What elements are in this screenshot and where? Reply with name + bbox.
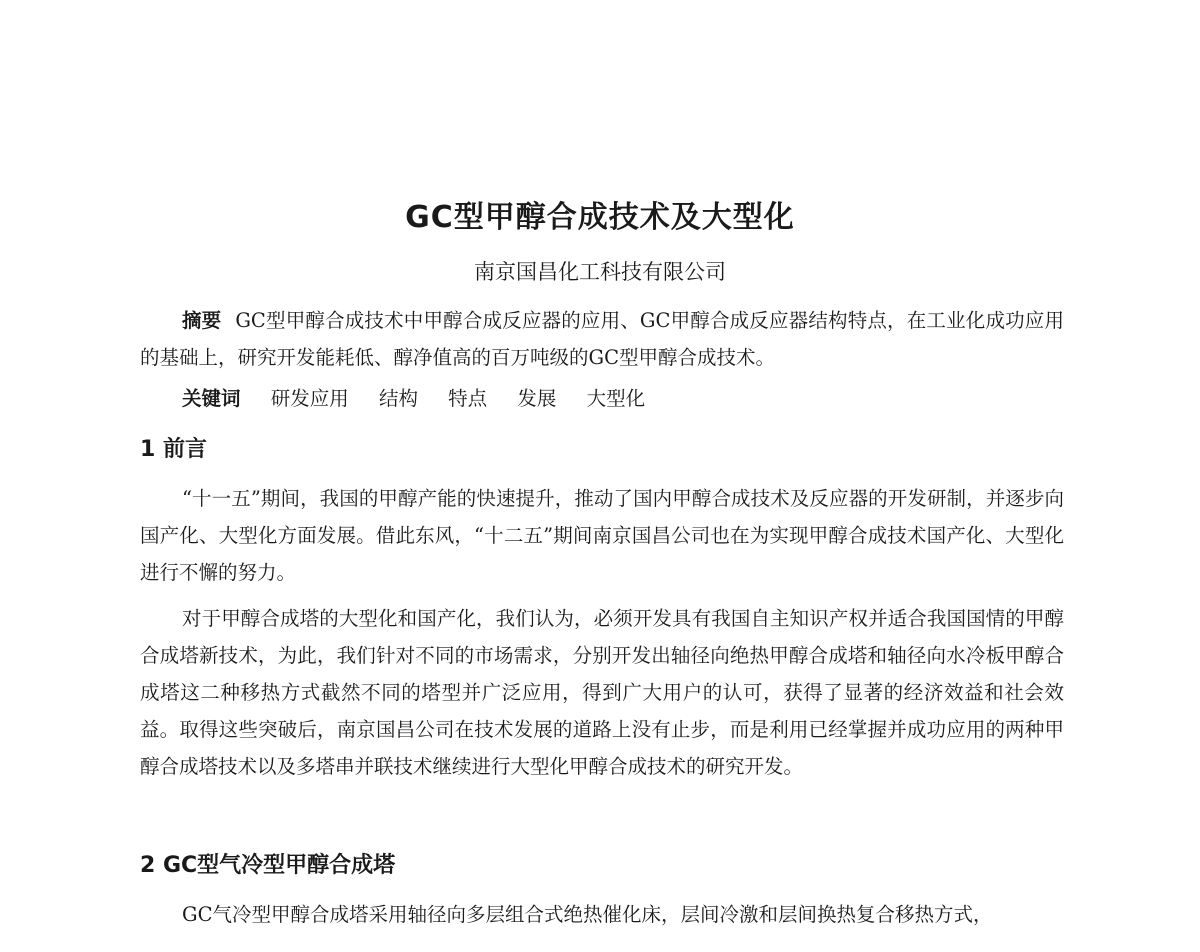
document-title: GC型甲醇合成技术及大型化	[405, 200, 795, 235]
section-heading-1: 1 前言	[140, 437, 207, 462]
abstract	[140, 302, 1064, 376]
keyword-item: 发展	[517, 387, 557, 410]
affiliation: 南京国昌化工科技有限公司	[474, 260, 726, 284]
section-heading-2: 2 GC型气冷型甲醇合成塔	[140, 853, 396, 878]
keyword-item: 研发应用	[270, 387, 349, 410]
keyword-item: 大型化	[586, 387, 646, 410]
keyword-item: 结构	[378, 387, 418, 410]
keywords-label: 关键词	[182, 387, 241, 410]
abstract-text: GC型甲醇合成技术中甲醇合成反应器的应用、GC甲醇合成反应器结构特点，在工业化成功应用的基础上，研究开发能耗低、醇净值高的百万吨级的GC型甲醇合成技术。	[140, 309, 1064, 369]
abstract-label: 摘要	[182, 309, 222, 332]
keywords	[140, 380, 1064, 417]
paragraph: “十一五”期间，我国的甲醇产能的快速提升，推动了国内甲醇合成技术及反应器的开发研制，并逐步向国产化、大型化方面发展。借此东风，“十二五”期间南京国昌公司也在为实现甲醇合成技术国产化、大型化进行不懈的努力。	[140, 487, 1064, 584]
keyword-item: 特点	[448, 387, 488, 410]
paragraph: GC气冷型甲醇合成塔采用轴径向多层组合式绝热催化床，层间冷激和层间换热复合移热方式，	[182, 903, 993, 926]
paragraph: 对于甲醇合成塔的大型化和国产化，我们认为，必须开发具有我国自主知识产权并适合我国国情的甲醇合成塔新技术，为此，我们针对不同的市场需求，分别开发出轴径向绝热甲醇合成塔和轴径向水冷板甲醇合成塔这二种移热方式截然不同的塔型并广泛应用，得到广大用户的认可，获得了显著的经济效益和社会效益。取得这些突破后，南京国昌公司在技术发展的道路上没有止步，而是利用已经掌握并成功应用的两种甲醇合成塔技术以及多塔串并联技术继续进行大型化甲醇合成技术的研究开发。	[140, 607, 1064, 778]
